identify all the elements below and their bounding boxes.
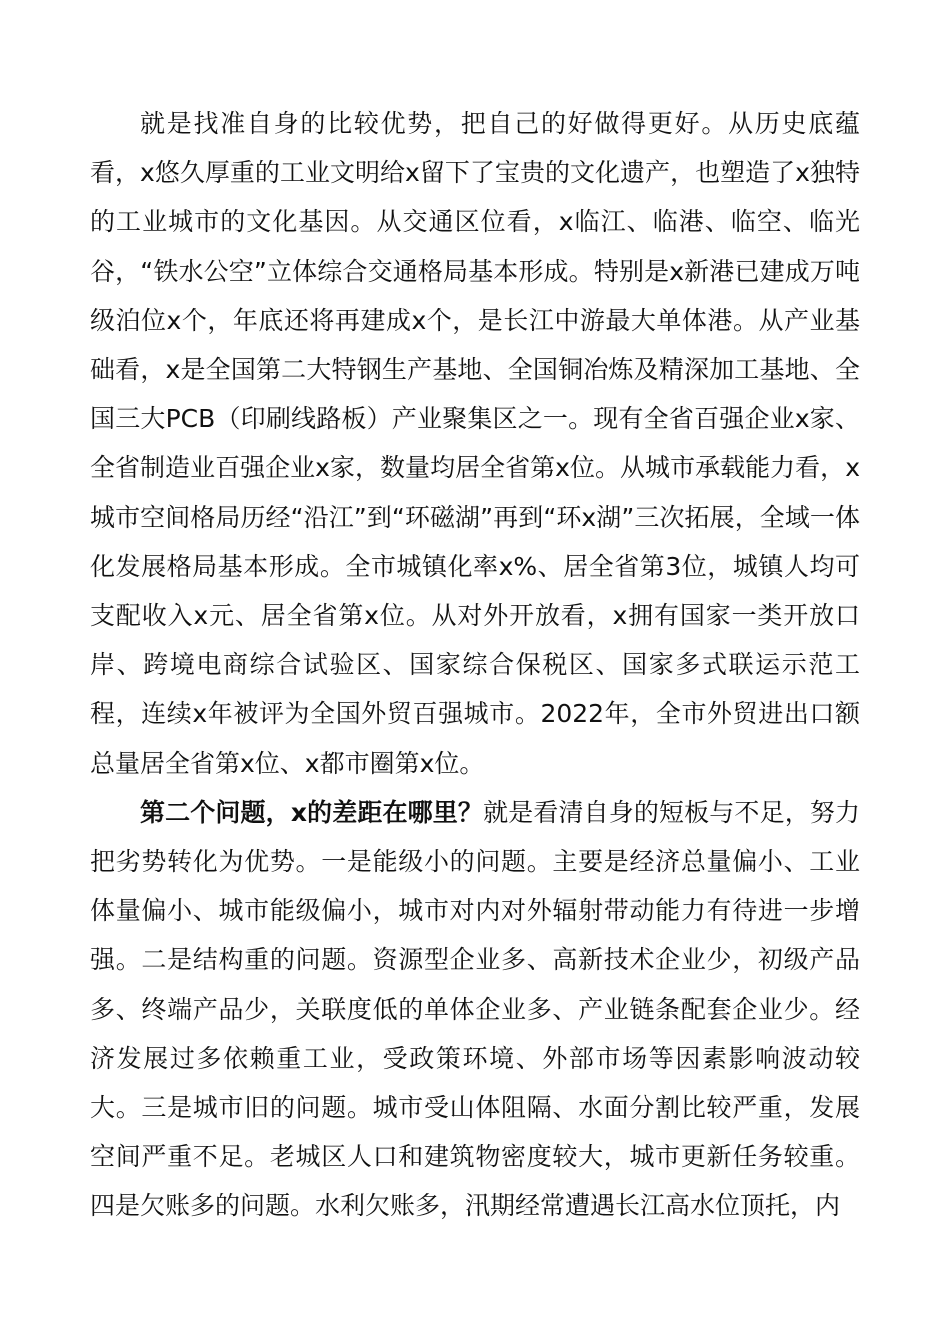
question-heading: 第二个问题，x的差距在哪里？ xyxy=(140,797,484,827)
paragraph-gaps-body: 就是看清自身的短板与不足，努力把劣势转化为优势。一是能级小的问题。主要是经济总量偏小、工业体量偏小、城市能级偏小，城市对内对外辐射带动能力有待进一步增强。二是结构重的问题。资源型企业多、高新技术企业少，初级产品多、终端产品少，关联度低的单体企业多、产业链条配套企业少。经济发展过多依赖重工业，受政策环境、外部市场等因素影响波动较大。三是城市旧的问题。城市受山体阻隔、水面分割比较严重，发展空间严重不足。老城区人口和建筑物密度较大，城市更新任务较重。四是欠账多的问题。水利欠账多，汛期经常遭遇长江高水位顶托，内 xyxy=(90,797,860,1221)
document-page xyxy=(90,99,860,1231)
paragraph-comparative-advantages: 就是找准自身的比较优势，把自己的好做得更好。从历史底蕴看，x悠久厚重的工业文明给x留下了宝贵的文化遗产，也塑造了x独特的工业城市的文化基因。从交通区位看，x临江、临港、临空、临光谷，“铁水公空”立体综合交通格局基本形成。特别是x新港已建成万吨级泊位x个，年底还将再建成x个，是长江中游最大单体港。从产业基础看，x是全国第二大特钢生产基地、全国铜冶炼及精深加工基地、全国三大PCB（印刷线路板）产业聚集区之一。现有全省百强企业x家、全省制造业百强企业x家，数量均居全省第x位。从城市承载能力看，x城市空间格局历经“沿江”到“环磁湖”再到“环x湖”三次拓展，全域一体化发展格局基本形成。全市城镇化率x%、居全省第3位，城镇人均可支配收入x元、居全省第x位。从对外开放看，x拥有国家一类开放口岸、跨境电商综合试验区、国家综合保税区、国家多式联运示范工程，连续x年被评为全国外贸百强城市。2022年，全市外贸进出口额总量居全省第x位、x都市圈第x位。 xyxy=(90,109,860,778)
paragraph-gaps xyxy=(90,788,860,1231)
